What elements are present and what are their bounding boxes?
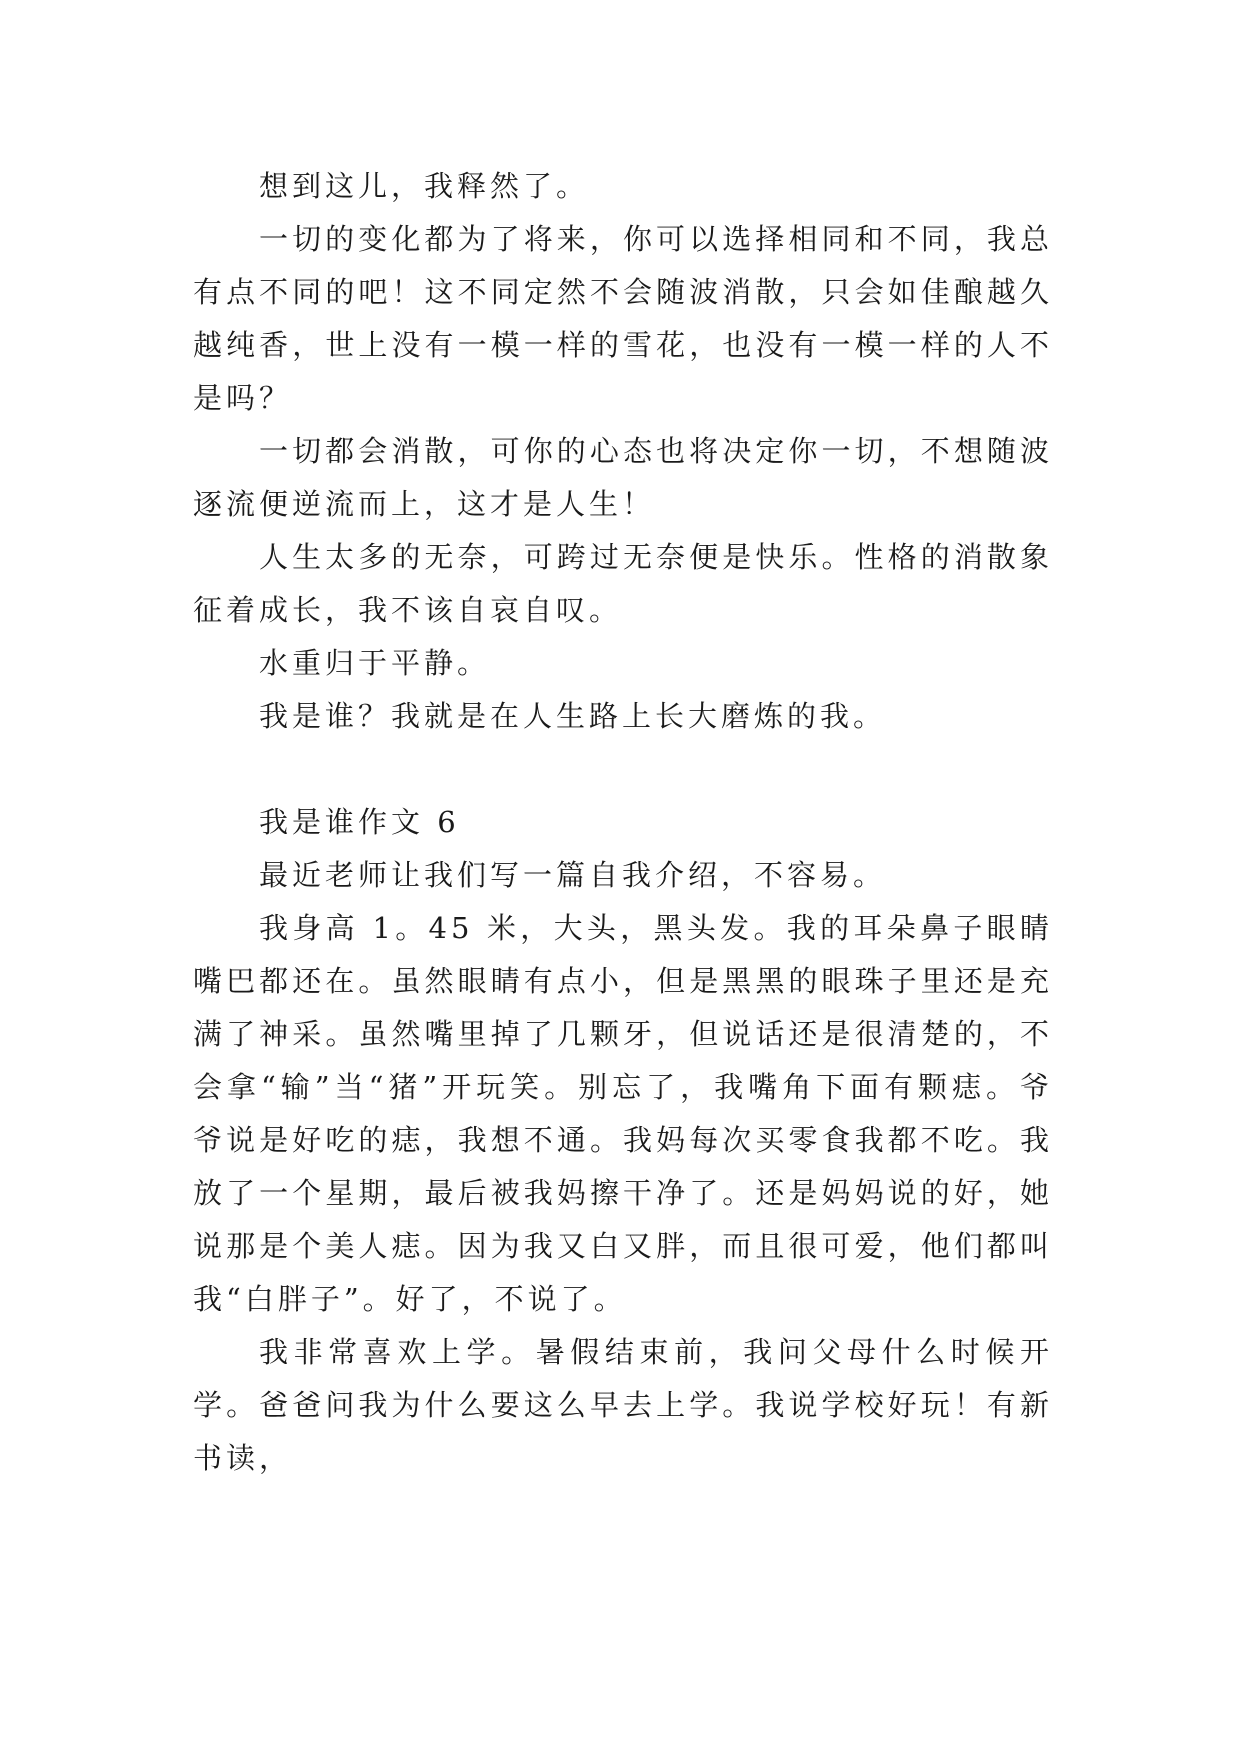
paragraph: 我身高 1。45 米，大头，黑头发。我的耳朵鼻子眼睛嘴巴都还在。虽然眼睛有点小，但是黑黑的眼珠子里还是充满了神采。虽然嘴里掉了几颗牙，但说话还是很清楚的，不会拿“输”当“猪”开玩笑。别忘了，我嘴角下面有颗痣。爷爷说是好吃的痣，我想不通。我妈每次买零食我都不吃。我放了一个星期，最后被我妈擦干净了。还是妈妈说的好，她说那是个美人痣。因为我又白又胖，而且很可爱，他们都叫我“白胖子”。好了，不说了。 [193, 911, 1053, 1316]
document-body [193, 160, 1053, 1485]
paragraph: 我是谁？我就是在人生路上长大磨炼的我。 [259, 699, 887, 733]
section-gap [193, 743, 1053, 796]
section-title: 我是谁作文 6 [259, 805, 460, 839]
paragraph: 人生太多的无奈，可跨过无奈便是快乐。性格的消散象征着成长，我不该自哀自叹。 [193, 540, 1053, 627]
paragraph: 想到这儿，我释然了。 [259, 169, 590, 203]
paragraph: 水重归于平静。 [259, 646, 491, 680]
paragraph: 一切都会消散，可你的心态也将决定你一切，不想随波逐流便逆流而上，这才是人生！ [193, 434, 1053, 521]
paragraph: 最近老师让我们写一篇自我介绍，不容易。 [259, 858, 887, 892]
paragraph: 一切的变化都为了将来，你可以选择相同和不同，我总有点不同的吧！这不同定然不会随波消散，只会如佳酿越久越纯香，世上没有一模一样的雪花，也没有一模一样的人不是吗？ [193, 222, 1053, 415]
paragraph: 我非常喜欢上学。暑假结束前，我问父母什么时候开学。爸爸问我为什么要这么早去上学。我说学校好玩！有新书读， [193, 1335, 1053, 1475]
